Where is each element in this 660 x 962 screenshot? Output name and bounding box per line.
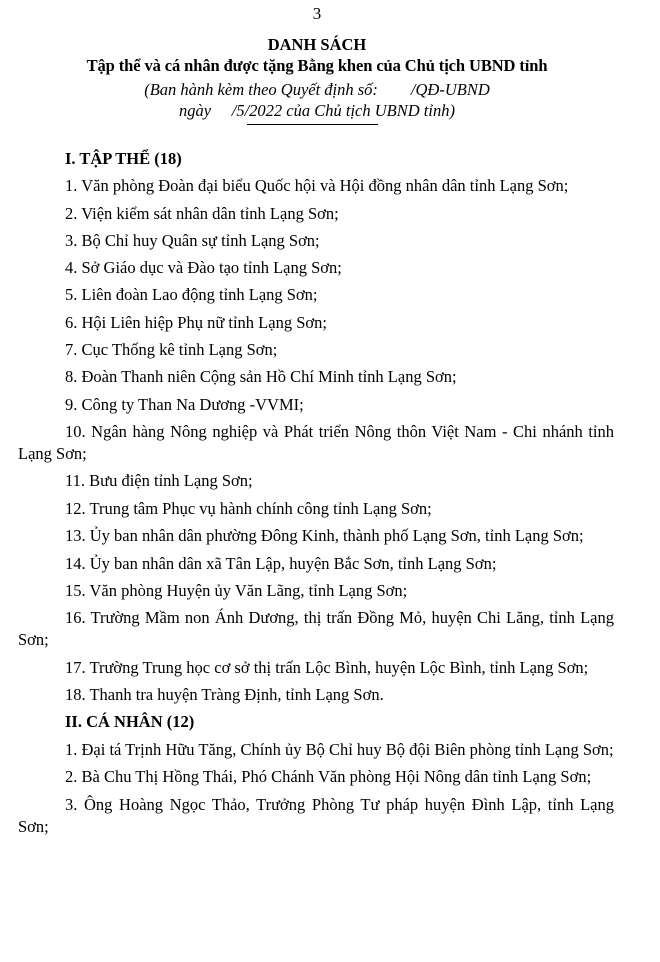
decision-reference: (Ban hành kèm theo Quyết định số: /QĐ-UBND bbox=[144, 80, 490, 99]
list-item: 6. Hội Liên hiệp Phụ nữ tỉnh Lạng Sơn; bbox=[65, 312, 327, 332]
list-item: 1. Văn phòng Đoàn đại biểu Quốc hội và Hội đồng nhân dân tỉnh Lạng Sơn; bbox=[65, 176, 569, 196]
list-item: 2. Viện kiểm sát nhân dân tỉnh Lạng Sơn; bbox=[65, 203, 339, 223]
list-item: 3. Bộ Chỉ huy Quân sự tỉnh Lạng Sơn; bbox=[65, 230, 320, 250]
list-item: 4. Sở Giáo dục và Đào tạo tỉnh Lạng Sơn; bbox=[65, 258, 342, 278]
list-item: 12. Trung tâm Phục vụ hành chính công tỉnh Lạng Sơn; bbox=[65, 498, 432, 518]
header-rule bbox=[247, 124, 378, 125]
section-heading-individuals: II. CÁ NHÂN (12) bbox=[65, 712, 195, 732]
section-heading-collectives: I. TẬP THỂ (18) bbox=[65, 149, 182, 168]
decision-date: ngày /5/2022 của Chủ tịch UBND tỉnh) bbox=[179, 101, 455, 120]
list-item: 5. Liên đoàn Lao động tỉnh Lạng Sơn; bbox=[65, 285, 318, 305]
list-item: 9. Công ty Than Na Dương -VVMI; bbox=[65, 394, 304, 414]
document-subtitle: Tập thể và cá nhân được tặng Bằng khen của Chủ tịch UBND tỉnh bbox=[86, 56, 548, 75]
list-item: 1. Đại tá Trịnh Hữu Tăng, Chính ủy Bộ Chỉ huy Bộ đội Biên phòng tỉnh Lạng Sơn; bbox=[65, 739, 614, 759]
list-item: 8. Đoàn Thanh niên Cộng sản Hồ Chí Minh tỉnh Lạng Sơn; bbox=[65, 367, 457, 387]
document-title: DANH SÁCH bbox=[267, 35, 367, 54]
list-item: 15. Văn phòng Huyện ủy Văn Lãng, tỉnh Lạng Sơn; bbox=[65, 580, 408, 600]
list-item: 13. Ủy ban nhân dân phường Đông Kinh, thành phố Lạng Sơn, tỉnh Lạng Sơn; bbox=[65, 526, 584, 546]
list-item: 14. Ủy ban nhân dân xã Tân Lập, huyện Bắc Sơn, tỉnh Lạng Sơn; bbox=[65, 553, 497, 573]
list-item: 16. Trường Mầm non Ánh Dương, thị trấn Đồng Mỏ, huyện Chi Lăng, tỉnh Lạng Sơn; bbox=[18, 608, 614, 650]
list-item: 11. Bưu điện tỉnh Lạng Sơn; bbox=[65, 471, 253, 491]
list-item: 7. Cục Thống kê tỉnh Lạng Sơn; bbox=[65, 340, 278, 360]
list-item: 10. Ngân hàng Nông nghiệp và Phát triển Nông thôn Việt Nam - Chi nhánh tỉnh Lạng Sơn; bbox=[18, 421, 614, 463]
list-item: 18. Thanh tra huyện Tràng Định, tỉnh Lạng Sơn. bbox=[65, 685, 384, 705]
list-item: 3. Ông Hoàng Ngọc Thảo, Trưởng Phòng Tư pháp huyện Đình Lập, tỉnh Lạng Sơn; bbox=[18, 794, 614, 836]
page-number: 3 bbox=[312, 4, 322, 23]
document-body bbox=[18, 148, 614, 843]
list-item: 17. Trường Trung học cơ sở thị trấn Lộc Bình, huyện Lộc Bình, tỉnh Lạng Sơn; bbox=[65, 657, 589, 677]
list-item: 2. Bà Chu Thị Hồng Thái, Phó Chánh Văn phòng Hội Nông dân tỉnh Lạng Sơn; bbox=[65, 767, 592, 787]
